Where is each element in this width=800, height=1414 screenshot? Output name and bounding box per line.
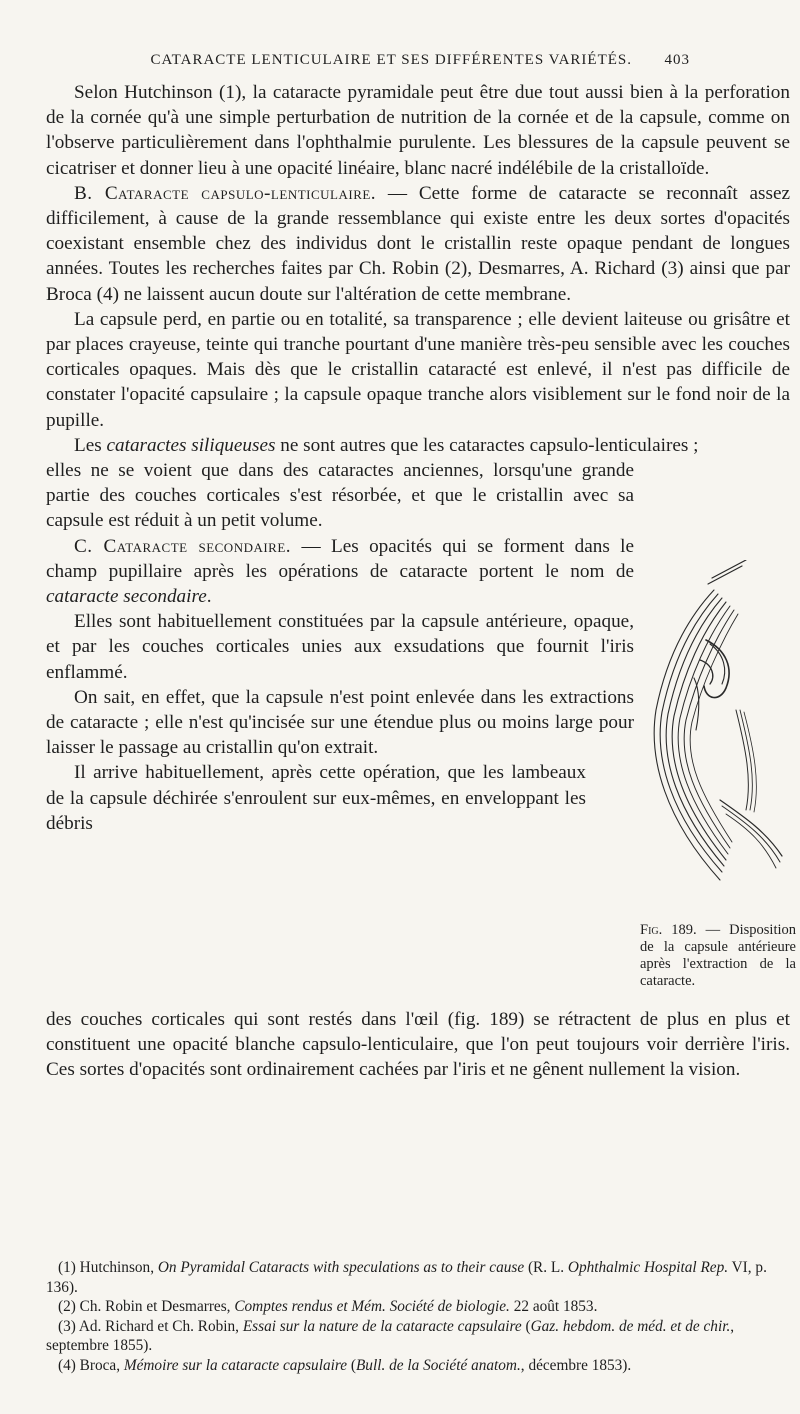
paragraph-capsule: La capsule perd, en partie ou en totalité, sa transparence ; elle devient laiteuse ou grisâtre et par places crayeuse, teinte qui tranche pourtant d'une manière très-peu sensible avec les couches corticales opaques. Mais dès que le cristallin cataracté est enlevé, il n'est pas difficile de constater l'opacité capsulaire ; la capsule opaque tranche alors visiblement sur le fond noir de la pupille. bbox=[46, 308, 790, 431]
paragraph-arrive-full-width bbox=[46, 1007, 790, 1083]
footnote-end: , décembre 1853). bbox=[520, 1356, 632, 1374]
paragraph-arrive-full: des couches corticales qui sont restés dans l'œil (fig. 189) se rétractent de plus en plus et constituent une opacité blanche capsulo-lenticulaire, que l'on peut toujours voir derrière l'iris. Ces sortes d'opacités sont ordinairement cachées par l'iris et ne gênent nullement la vision. bbox=[46, 1009, 790, 1081]
capsule-illustration bbox=[596, 560, 796, 920]
footnote-2 bbox=[46, 1297, 790, 1317]
section-c-end: . bbox=[206, 586, 212, 608]
section-c-label: C. Cataracte secondaire. bbox=[74, 535, 292, 557]
footnote-end: VI, p. 136). bbox=[46, 1259, 767, 1296]
footnote-rest: (R. L. bbox=[524, 1259, 568, 1276]
footnote-title: Essai sur la nature de la cataracte capsulaire bbox=[242, 1317, 522, 1335]
figure-caption-text: — Disposition de la capsule antérieure après l'extraction de la cataracte. bbox=[640, 922, 796, 989]
footnote-journal: Gaz. hebdom. de méd. et de chir. bbox=[530, 1317, 731, 1335]
section-c bbox=[46, 534, 634, 610]
section-b-label: B. Cataracte capsulo-lenticulaire. bbox=[74, 182, 377, 204]
footnote-number: (4) bbox=[58, 1356, 76, 1374]
figure-caption bbox=[640, 922, 796, 990]
section-b bbox=[46, 181, 790, 307]
footnote-3 bbox=[46, 1317, 790, 1356]
footnote-1 bbox=[46, 1258, 790, 1297]
paragraph-siliqueuses-cont: elles ne se voient que dans des cataractes anciennes, lorsqu'une grande partie des couches corticales s'est résorbée, et que le cristallin avec sa capsule est réduit à un petit volume. bbox=[46, 460, 634, 532]
footnote-4 bbox=[46, 1356, 790, 1376]
footnote-author: Ad. Richard et Ch. Robin, bbox=[75, 1317, 243, 1335]
section-b-text: — Cette forme de cataracte se reconnaît assez difficilement, à cause de la grande ressemblance qui existe entre les deux sortes d'opacités coexistant ensemble chez des individus dont le cristallin reste opaque pendant de longues années. Toutes les recherches faites par Ch. Robin (2), Desmarres, A. Richard (3) ainsi que par Broca (4) ne laissent aucun doute sur l'altération de cette membrane. bbox=[46, 182, 790, 305]
footnote-end: , septembre 1855). bbox=[46, 1317, 735, 1354]
paragraph-hutchinson: Selon Hutchinson (1), la cataracte pyramidale peut être due tout aussi bien à la perforation de la cornée qu'à une simple perturbation de nutrition de la cornée et de la capsule, comme on l'observe particulièrement dans l'ophthalmie purulente. Les blessures de la capsule peuvent se cicatriser et donner lieu à une opacité linéaire, blanc nacré indélébile de la cristalloïde. bbox=[46, 82, 790, 179]
footnote-number: (3) bbox=[58, 1317, 76, 1335]
footnote-journal: Bull. de la Société anatom. bbox=[355, 1356, 521, 1374]
running-header bbox=[118, 52, 690, 69]
footnote-author: Ch. Robin et Desmarres, bbox=[75, 1298, 235, 1315]
paragraph-onsait: On sait, en effet, que la capsule n'est point enlevée dans les extractions de cataracte ; elle n'est qu'incisée sur une étendue plus ou moins large pour laisser le passage au cristallin qu'on extrait. bbox=[46, 686, 634, 759]
siliqueuses-lead: Les bbox=[74, 434, 107, 456]
section-c-term: cataracte secondaire bbox=[46, 586, 207, 608]
running-title: CATARACTE LENTICULAIRE ET SES DIFFÉRENTES VARIÉTÉS. bbox=[150, 52, 632, 68]
footnote-number: (2) bbox=[58, 1298, 76, 1315]
figure-189 bbox=[596, 560, 796, 920]
paragraph-arrive-narrow: Il arrive habituellement, après cette opération, que les lambeaux de la capsule déchirée s'enroulent sur eux-mêmes, en enveloppant les débris bbox=[46, 762, 586, 834]
figure-label: Fig. 189. bbox=[640, 922, 697, 938]
section-c-text: — Les opacités qui se forment dans le champ pupillaire après les opérations de cataracte portent le nom de bbox=[46, 535, 635, 582]
narrow-column bbox=[46, 458, 634, 836]
footnote-author: Broca, bbox=[75, 1356, 124, 1374]
page-number: 403 bbox=[664, 52, 690, 68]
paragraph-elles: Elles sont habituellement constituées par la capsule antérieure, opaque, et par les couches corticales unies aux exsudations que fournit l'iris enflammé. bbox=[46, 611, 634, 683]
siliqueuses-term: cataractes siliqueuses bbox=[106, 434, 276, 456]
footnote-rest: ( bbox=[521, 1317, 531, 1335]
footnote-journal: Ophthalmic Hospital Rep. bbox=[567, 1259, 729, 1276]
footnote-rest: 22 août 1853. bbox=[509, 1298, 598, 1315]
footnotes bbox=[46, 1258, 790, 1375]
paragraph-siliqueuses bbox=[46, 433, 790, 458]
footnote-title: Mémoire sur la cataracte capsulaire bbox=[123, 1356, 348, 1374]
siliqueuses-rest: ne sont autres que les cataractes capsulo-lenticulaires ; bbox=[275, 434, 699, 456]
footnote-rest: ( bbox=[347, 1356, 356, 1374]
footnote-title: On Pyramidal Cataracts with speculations as to their cause bbox=[157, 1259, 525, 1276]
footnote-title: Comptes rendus et Mém. Société de biologie. bbox=[234, 1298, 510, 1315]
footnote-number: (1) bbox=[58, 1259, 76, 1276]
footnote-author: Hutchinson, bbox=[75, 1259, 158, 1276]
